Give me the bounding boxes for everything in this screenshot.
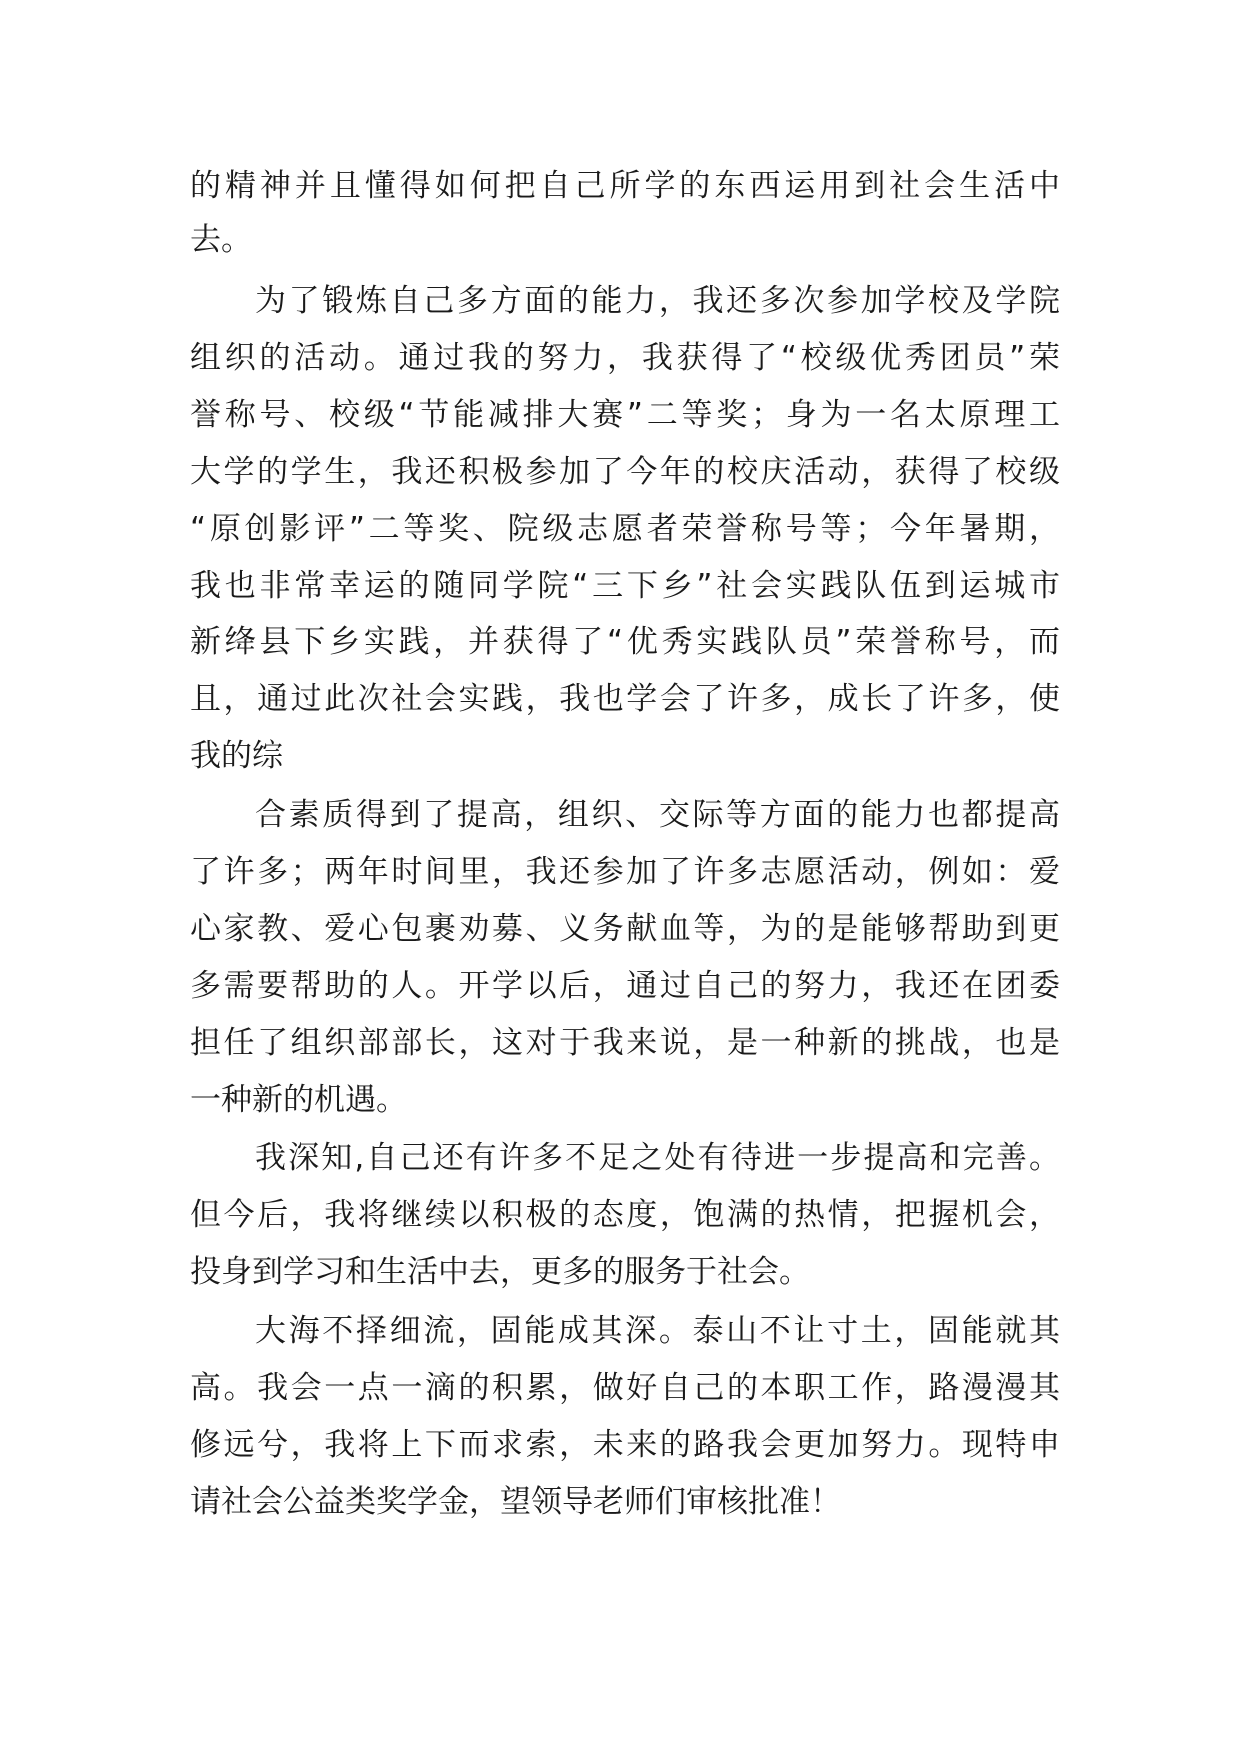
text-line: 的精神并且懂得如何把自己所学的东西运用到社会生活中 (190, 168, 1060, 204)
text-line: 誉称号、校级“节能减排大赛”二等奖；身为一名太原理工 (190, 397, 1060, 433)
text-line: 一种新的机遇。 (190, 1082, 407, 1118)
text-line: 去。 (190, 222, 252, 258)
text-line: 担任了组织部部长，这对于我来说，是一种新的挑战，也是 (190, 1025, 1060, 1061)
text-line: “原创影评”二等奖、院级志愿者荣誉称号等；今年暑期， (190, 511, 1060, 547)
text-line: 多需要帮助的人。开学以后，通过自己的努力，我还在团委 (190, 968, 1060, 1004)
text-line: 修远兮，我将上下而求索，未来的路我会更加努力。现特申 (190, 1427, 1060, 1463)
text-line: 了许多；两年时间里，我还参加了许多志愿活动，例如：爱 (190, 854, 1060, 890)
text-line: 新绛县下乡实践，并获得了“优秀实践队员”荣誉称号，而 (190, 624, 1060, 660)
text-line: 心家教、爱心包裹劝募、义务献血等，为的是能够帮助到更 (190, 911, 1060, 947)
text-line: 我深知,自己还有许多不足之处有待进一步提高和完善。 (255, 1140, 1060, 1176)
text-line: 为了锻炼自己多方面的能力，我还多次参加学校及学院 (255, 283, 1060, 319)
text-line: 高。我会一点一滴的积累，做好自己的本职工作，路漫漫其 (190, 1370, 1060, 1406)
text-line: 大海不择细流，固能成其深。泰山不让寸土，固能就其 (255, 1313, 1060, 1349)
text-line: 组织的活动。通过我的努力，我获得了“校级优秀团员”荣 (190, 340, 1060, 376)
text-line: 投身到学习和生活中去，更多的服务于社会。 (190, 1254, 810, 1290)
text-line: 合素质得到了提高，组织、交际等方面的能力也都提高 (255, 797, 1060, 833)
text-line: 且，通过此次社会实践，我也学会了许多，成长了许多，使 (190, 681, 1060, 717)
text-line: 但今后，我将继续以积极的态度，饱满的热情，把握机会， (190, 1197, 1060, 1233)
text-line: 大学的学生，我还积极参加了今年的校庆活动，获得了校级 (190, 454, 1060, 490)
text-line: 请社会公益类奖学金，望领导老师们审核批准！ (190, 1484, 841, 1520)
text-line: 我的综 (190, 738, 283, 774)
text-line: 我也非常幸运的随同学院“三下乡”社会实践队伍到运城市 (190, 568, 1060, 604)
